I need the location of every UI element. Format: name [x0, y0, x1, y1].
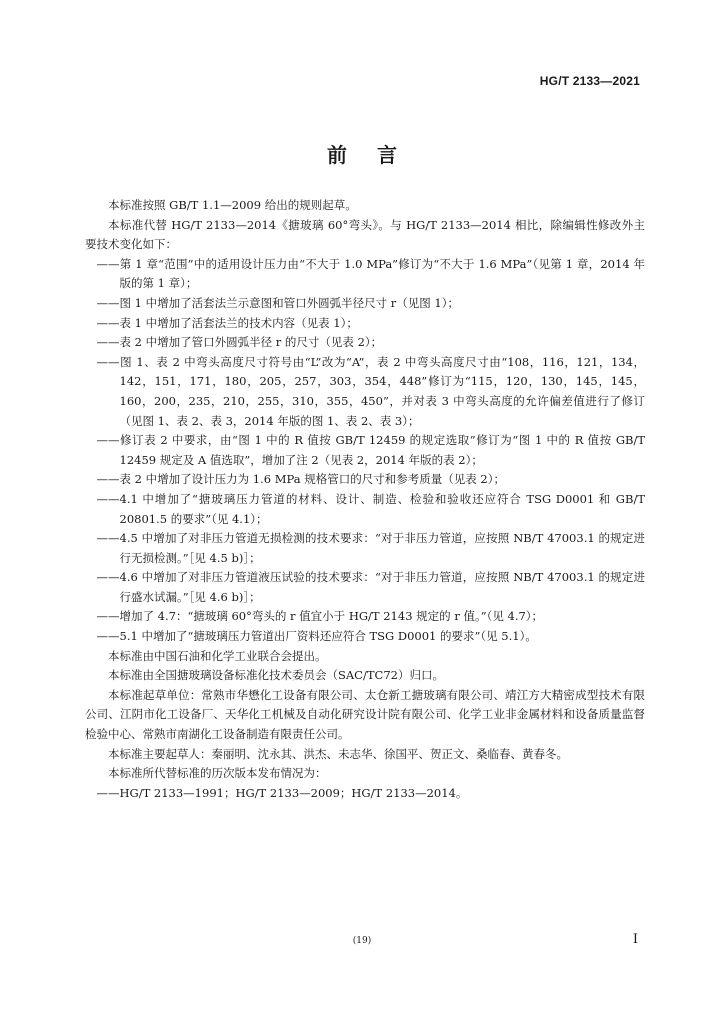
change-item: ——4.6 中增加了对非压力管道液压试验的技术要求：“对于非压力管道，应按照 NB/T 47003.1 的规定进行盛水试漏。”［见 4.6 b)］；	[96, 570, 645, 604]
change-item: ——表 2 中增加了管口外圆弧半径 r 的尺寸（见表 2）；	[96, 335, 383, 350]
history-item: ——HG/T 2133—1991；HG/T 2133—2009；HG/T 2133—2014。	[96, 785, 468, 800]
page-title: 前言	[327, 143, 427, 167]
paragraph-drafters: 本标准主要起草人：秦丽明、沈永其、洪杰、未志华、徐国平、贺正文、桑临春、黄春冬。	[108, 746, 568, 761]
standard-code-header: HG/T 2133—2021	[539, 74, 640, 88]
paragraph-drafting-units: 本标准起草单位：常熟市华懋化工设备有限公司、太仓新工搪玻璃有限公司、靖江方大精密成型技术有限公司、江阴市化工设备厂、天华化工机械及自动化研究设计院有限公司、化学工业非金属材料和设备质量监督检验中心、常熟市南湖化工设备制造有限责任公司。	[85, 687, 645, 742]
paragraph-history-intro: 本标准所代替标准的历次版本发布情况为：	[108, 766, 327, 781]
paragraph-proposer: 本标准由中国石油和化学工业联合会提出。	[108, 648, 327, 663]
roman-page-number: I	[632, 932, 638, 947]
paragraph-drafting-rules: 本标准按照 GB/T 1.1—2009 给出的规则起草。	[108, 198, 357, 212]
change-item: ——图 1、表 2 中弯头高度尺寸符号由“L”改为“A”，表 2 中弯头高度尺寸由“108，116，121，134，142，151，171，180，205，257，303，354，448”修订为“115，120，130，145，145，160，200，235，210，255，310，355，450”，并对表 3 中弯头高度的允许偏差值进行了修订（见图 1、表 2、表 3，2014 年版的图 1、表 2、表 3）；	[96, 354, 645, 428]
change-item: ——表 1 中增加了活套法兰的技术内容（见表 1）；	[96, 315, 358, 330]
change-item: ——5.1 中增加了“搪玻璃压力管道出厂资料还应符合 TSG D0001 的要求”（见 5.1）。	[96, 629, 537, 644]
paragraph-committee: 本标准由全国搪玻璃设备标准化技术委员会（SAC/TC72）归口。	[108, 668, 444, 683]
change-item: ——表 2 中增加了设计压力为 1.6 MPa 规格管口的尺寸和参考质量（见表 2）；	[96, 472, 505, 487]
change-item: ——图 1 中增加了活套法兰示意图和管口外圆弧半径尺寸 r（见图 1）；	[96, 295, 459, 310]
paragraph-replacement: 本标准代替 HG/T 2133—2014《搪玻璃 60°弯头》。与 HG/T 2133—2014 相比，除编辑性修改外主要技术变化如下：	[85, 217, 645, 252]
change-item: ——4.5 中增加了对非压力管道无损检测的技术要求：“对于非压力管道，应按照 NB/T 47003.1 的规定进行无损检测。”［见 4.5 b)］；	[96, 531, 645, 565]
change-item: ——增加了 4.7：“搪玻璃 60°弯头的 r 值宜小于 HG/T 2143 规定的 r 值。”（见 4.7）；	[96, 609, 544, 624]
page-number: (19)	[352, 936, 372, 946]
change-item: ——第 1 章“范围”中的适用设计压力由“不大于 1.0 MPa”修订为“不大于 1.6 MPa”（见第 1 章，2014 年版的第 1 章）；	[96, 256, 645, 291]
change-item: ——修订表 2 中要求，由“图 1 中的 R 值按 GB/T 12459 的规定选取”修订为“图 1 中的 R 值按 GB/T 12459 规定及 A 值选取”，增加了注 2（见表 2，2014 年版的表 2）；	[96, 433, 645, 467]
change-item: ——4.1 中增加了“搪玻璃压力管道的材料、设计、制造、检验和验收还应符合 TSG D0001 和 GB/T 20801.5 的要求”（见 4.1）；	[96, 491, 645, 526]
foreword-body	[85, 196, 645, 803]
